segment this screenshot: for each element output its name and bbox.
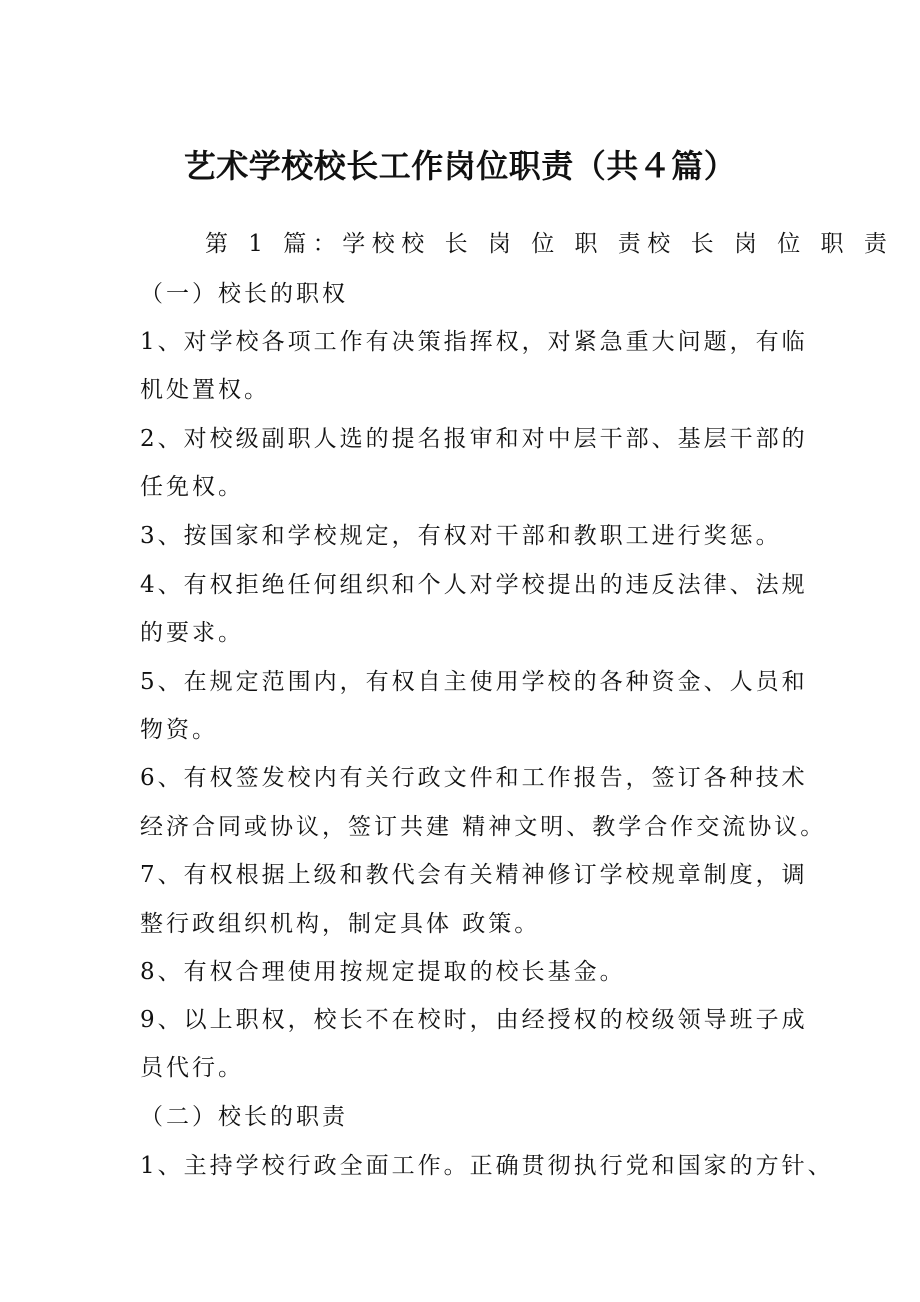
document-title: 艺术学校校长工作岗位职责（共４篇） bbox=[183, 147, 737, 185]
text-line: 任免权。 bbox=[140, 474, 244, 500]
text-line: 机处置权。 bbox=[140, 377, 270, 403]
text-line: 的要求。 bbox=[140, 620, 244, 646]
section-heading-powers: （一）校长的职权 bbox=[140, 281, 348, 307]
text-line: 2、对校级副职人选的提名报审和对中层干部、基层干部的 bbox=[140, 426, 808, 452]
text-line: 5、在规定范围内，有权自主使用学校的各种资金、人员和 bbox=[140, 669, 808, 695]
section-heading-duties: （二）校长的职责 bbox=[140, 1104, 348, 1130]
text-line: 4、有权拒绝任何组织和个人对学校提出的违反法律、法规 bbox=[140, 572, 808, 598]
text-line: 员代行。 bbox=[140, 1055, 244, 1081]
text-line: 9、以上职权，校长不在校时，由经授权的校级领导班子成 bbox=[140, 1007, 808, 1033]
text-line: 3、按国家和学校规定，有权对干部和教职工进行奖惩。 bbox=[140, 523, 782, 549]
text-line: 整行政组织机构，制定具体 政策。 bbox=[140, 911, 541, 937]
text-line: 物资。 bbox=[140, 717, 218, 743]
text-line: 8、有权合理使用按规定提取的校长基金。 bbox=[140, 959, 626, 985]
document-subtitle: 第 1 篇：学校校 长 岗 位 职 责校 长 岗 位 职 责 bbox=[205, 231, 894, 257]
text-line: 经济合同或协议，签订共建 精神文明、教学合作交流协议。 bbox=[140, 814, 827, 840]
text-line: 7、有权根据上级和教代会有关精神修订学校规章制度，调 bbox=[140, 862, 808, 888]
text-line: 1、主持学校行政全面工作。正确贯彻执行党和国家的方针、 bbox=[140, 1153, 834, 1179]
text-line: 1、对学校各项工作有决策指挥权，对紧急重大问题，有临 bbox=[140, 329, 808, 355]
text-line: 6、有权签发校内有关行政文件和工作报告，签订各种技术 bbox=[140, 765, 808, 791]
